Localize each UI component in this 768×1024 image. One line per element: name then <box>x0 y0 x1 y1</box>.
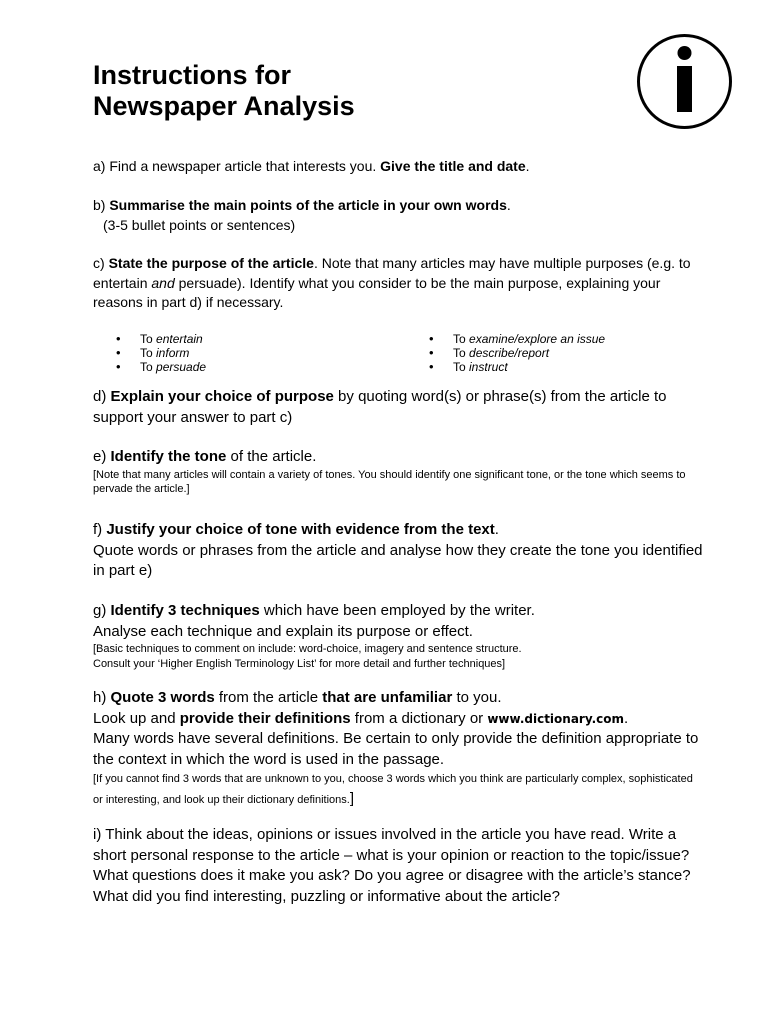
list-item: • To examine/explore an issue <box>429 332 605 346</box>
step-c: c) State the purpose of the article. Note that many articles may have multiple purposes (e.g. to entertain and persuade). Identify what you consider to be the main purpose, explaining your reasons in part d) if necessary. <box>93 255 691 310</box>
step-h-note: [If you cannot find 3 words that are unknown to you, choose 3 words which you think are particularly complex, sophisticated or interesting, and look up their dictionary definitions.] <box>93 773 693 807</box>
purpose-list-left <box>116 332 206 374</box>
step-g: g) Identify 3 techniques which have been employed by the writer. Analyse each technique and explain its purpose or effect. [Basic techniques to comment on include: word-choice, imagery and sentence structure. Consult your ‘Higher English Terminology List’ for more detail and further techniques] <box>93 601 703 671</box>
dictionary-link[interactable]: www.dictionary.com <box>487 711 624 726</box>
step-g-note-2: Consult your ‘Higher English Terminology List’ for more detail and further techniques] <box>93 657 506 670</box>
list-item: • To entertain <box>116 332 206 346</box>
page-title <box>93 60 355 122</box>
list-item: • To instruct <box>429 360 605 374</box>
step-a: a) Find a newspaper article that interests you. Give the title and date. <box>93 158 530 174</box>
info-icon <box>636 33 733 130</box>
step-h-detail: Many words have several definitions. Be certain to only provide the definition appropriate to the context in which the word is used in the passage. <box>93 730 699 768</box>
step-d-emphasis: Explain your choice of purpose <box>110 388 334 405</box>
step-f-detail: Quote words or phrases from the article and analyse how they create the tone you identified in part e) <box>93 541 703 579</box>
step-e-note: [Note that many articles will contain a variety of tones. You should identify one significant tone, or the tone which seems to pervade the article.] <box>93 468 686 495</box>
step-f: f) Justify your choice of tone with evidence from the text. Quote words or phrases from the article and analyse how they create the tone you identified in part e) <box>93 520 703 582</box>
step-h-emphasis-2: that are unfamiliar <box>322 689 453 706</box>
step-h: h) Quote 3 words from the article that are unfamiliar to you. Look up and provide their definitions from a dictionary or www.dictionary.com. Many words have several definitions. Be certain to only provide the definition appropriate to the context in which the word is used in the passage. [If you cannot find 3 words that are unknown to you, choose 3 words which you think are particularly complex, sophisticated or interesting, and look up their dictionary definitions.] <box>93 688 703 810</box>
list-item: • To persuade <box>116 360 206 374</box>
list-item: • To describe/report <box>429 346 605 360</box>
step-e-emphasis: Identify the tone <box>110 448 227 465</box>
step-g-note-1: [Basic techniques to comment on include: word-choice, imagery and sentence structure. <box>93 643 522 655</box>
step-g-detail: Analyse each technique and explain its purpose or effect. <box>93 622 473 640</box>
step-a-emphasis: Give the title and date <box>380 158 526 174</box>
step-b-emphasis: Summarise the main points of the article in your own words <box>109 197 507 213</box>
title-line-1: Instructions for <box>93 60 292 90</box>
step-b: b) Summarise the main points of the article in your own words. (3-5 bullet points or sentences) <box>93 196 703 235</box>
step-g-emphasis: Identify 3 techniques <box>110 602 260 619</box>
step-c-emphasis: State the purpose of the article <box>108 255 314 271</box>
step-f-emphasis: Justify your choice of tone with evidence from the text <box>106 521 495 538</box>
purpose-list-right <box>429 332 605 374</box>
step-b-note: (3-5 bullet points or sentences) <box>103 216 296 233</box>
step-h-emphasis-1: Quote 3 words <box>110 689 215 706</box>
step-d: d) Explain your choice of purpose by quoting word(s) or phrase(s) from the article to support your answer to part c) <box>93 388 667 426</box>
step-e: e) Identify the tone of the article. [Note that many articles will contain a variety of tones. You should identify one significant tone, or the tone which seems to pervade the article.] <box>93 447 703 497</box>
title-line-2: Newspaper Analysis <box>93 91 355 121</box>
step-i: i) Think about the ideas, opinions or issues involved in the article you have read. Write a short personal response to the article – what is your opinion or reaction to the topic/issue? What questions does it make you ask? Do you agree or disagree with the article’s stance? What did you find interesting, puzzling or informative about the article? <box>93 826 691 905</box>
list-item: • To inform <box>116 346 206 360</box>
step-h-emphasis-3: provide their definitions <box>179 709 351 727</box>
